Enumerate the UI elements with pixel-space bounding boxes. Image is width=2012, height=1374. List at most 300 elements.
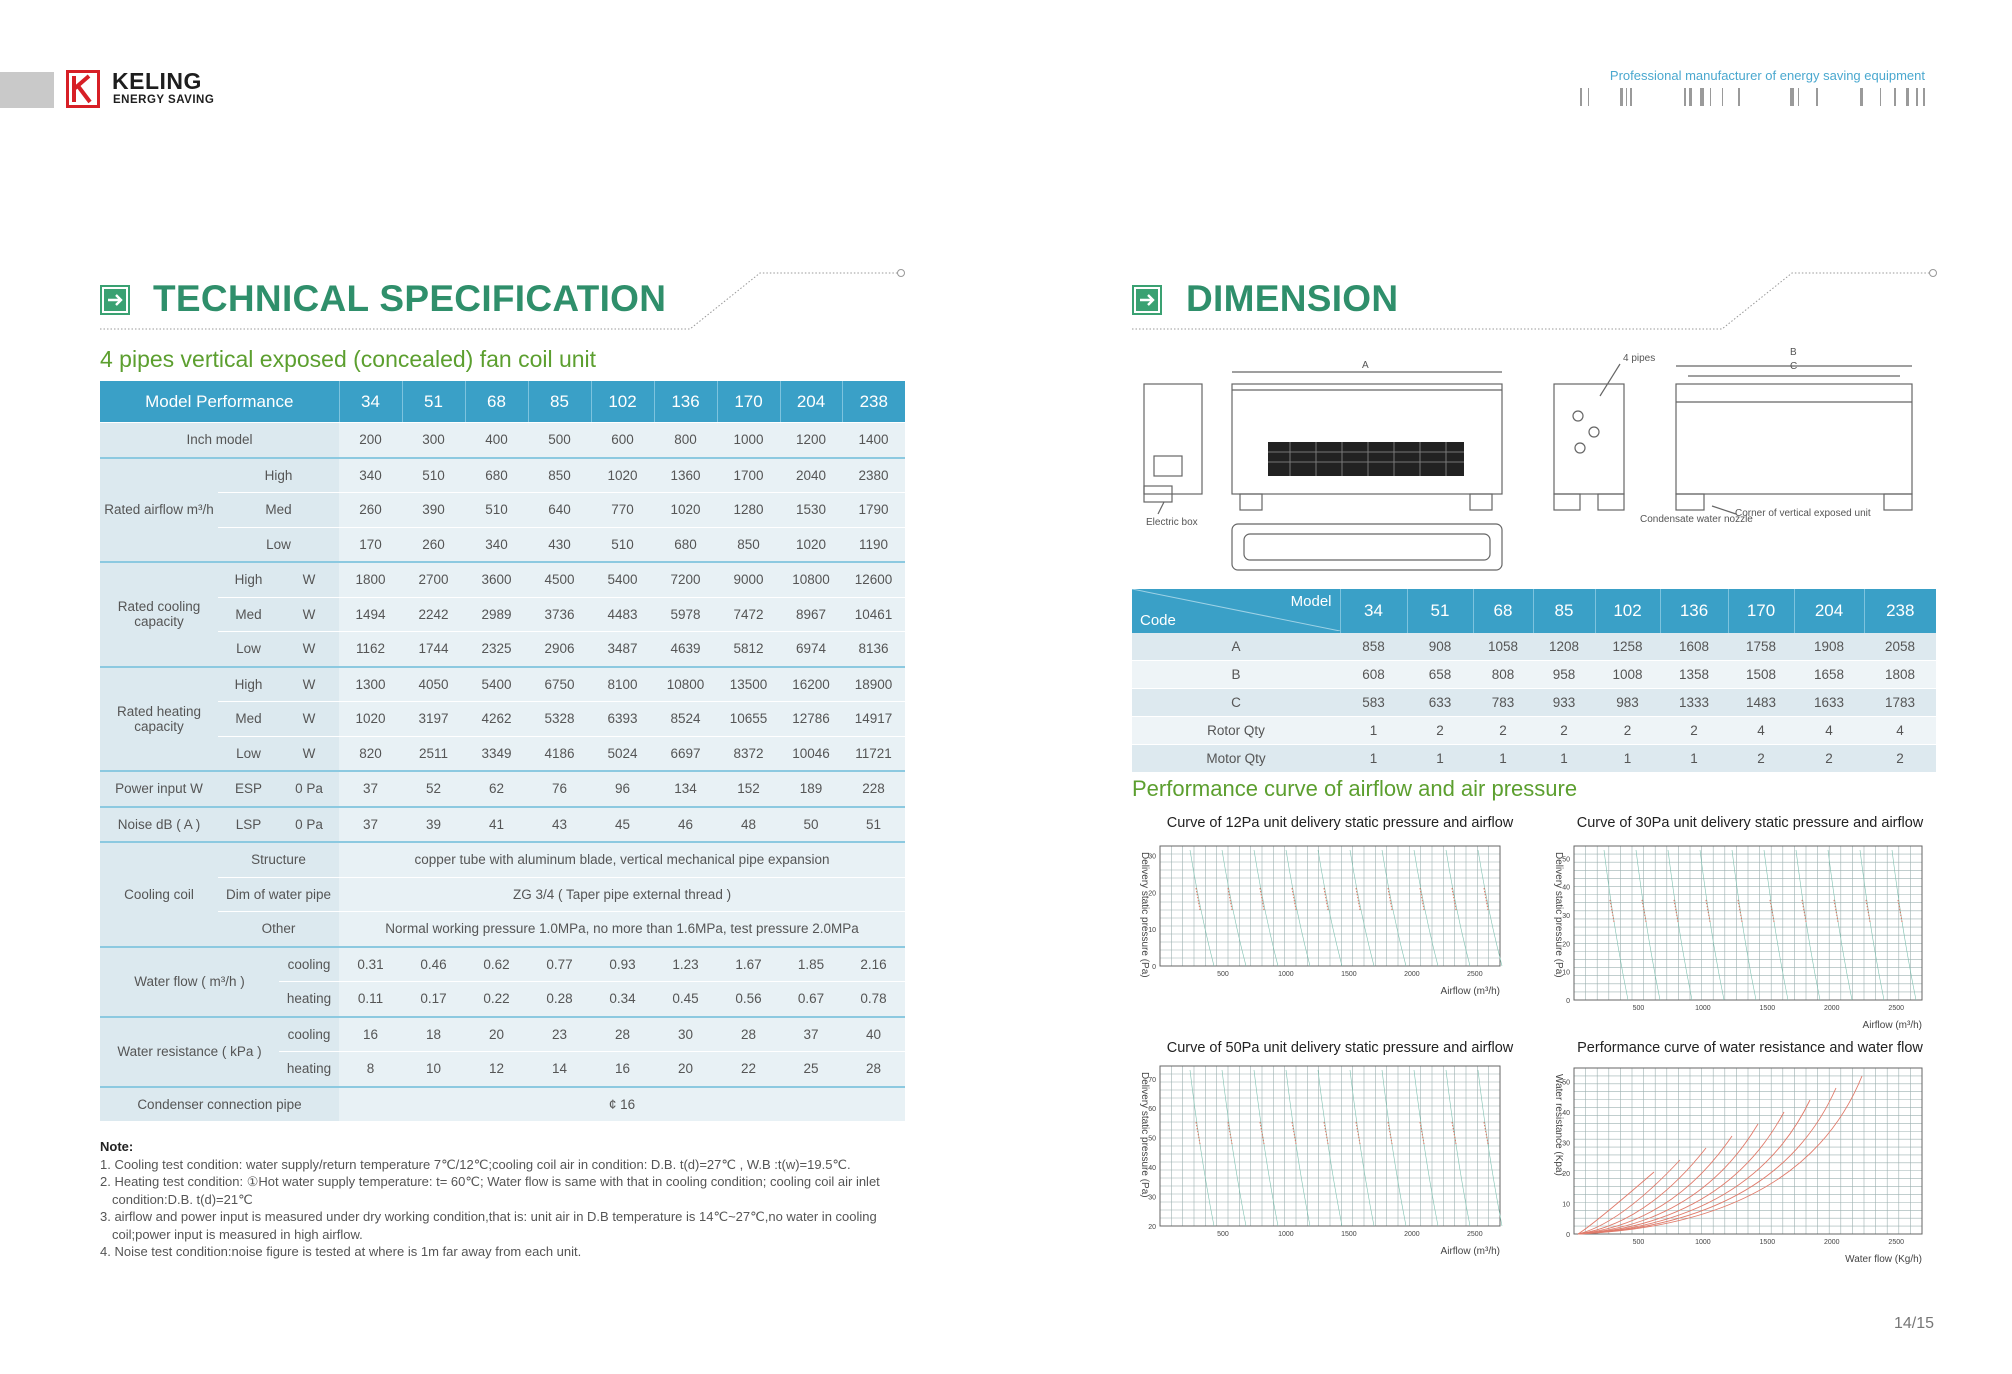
- model-header: 34: [1340, 589, 1407, 633]
- value-cell: 510: [402, 458, 465, 493]
- value-cell: 5978: [654, 597, 717, 632]
- value-cell: 2.16: [842, 947, 905, 982]
- value-cell: 12600: [842, 562, 905, 597]
- y-tick-label: 40: [1148, 1165, 1156, 1173]
- curve-line: [1828, 850, 1852, 1000]
- chart-12pa: [1132, 838, 1532, 1008]
- curve-line: [1700, 850, 1724, 1000]
- curve-line: [1254, 850, 1278, 966]
- value-cell: 1800: [339, 562, 402, 597]
- value-cell: 400: [465, 423, 528, 458]
- x-tick-label: 2500: [1888, 1239, 1905, 1246]
- value-cell: 1300: [339, 667, 402, 702]
- spec-row: [100, 597, 905, 632]
- dimension-table: [1132, 589, 1936, 773]
- tech-title-dotted-line: [100, 266, 910, 332]
- code-cell: C: [1132, 689, 1340, 717]
- curve-line: [1414, 1070, 1438, 1226]
- y-tick-label: 70: [1148, 1076, 1156, 1084]
- airflow-label: Rated airflow m³/h: [100, 458, 218, 563]
- value-cell: 10046: [780, 736, 842, 771]
- tech-subtitle: 4 pipes vertical exposed (concealed) fan coil unit: [100, 346, 597, 372]
- spec-row: [100, 493, 905, 528]
- curve-line: [1446, 1070, 1470, 1226]
- coil-attr-value: copper tube with aluminum blade, vertical mechanical pipe expansion: [339, 842, 905, 877]
- x-tick-label: 1500: [1341, 971, 1357, 978]
- value-cell: 3197: [402, 702, 465, 737]
- note-line: 3. airflow and power input is measured under dry working condition,that is: unit air in D.B temperature is 14℃~27℃,no water in cooling: [100, 1209, 877, 1224]
- coil-attr-label: Dim of water pipe: [218, 877, 339, 912]
- value-cell: 850: [528, 458, 591, 493]
- chart-title: Performance curve of water resistance and water flow: [1577, 1040, 1923, 1056]
- value-cell: 8524: [654, 702, 717, 737]
- value-cell: 2989: [465, 597, 528, 632]
- value-cell: 1208: [1533, 633, 1595, 661]
- value-cell: 260: [339, 493, 402, 528]
- value-cell: 4: [1794, 717, 1864, 745]
- barcode-decoration: [1580, 88, 1925, 106]
- value-cell: 0.17: [402, 982, 465, 1017]
- unit-label: W: [279, 667, 339, 702]
- value-cell: 25: [780, 1052, 842, 1087]
- power-input-label: Power input W: [100, 771, 218, 807]
- value-cell: 16: [591, 1052, 654, 1087]
- waterres-label: Water resistance ( kPa ): [100, 1017, 279, 1087]
- model-corner-label: Model: [1290, 593, 1332, 610]
- dimension-title: DIMENSION: [1186, 278, 1399, 319]
- mode-label: heating: [279, 1052, 339, 1087]
- unit-label: W: [279, 632, 339, 667]
- curve-line: [1222, 850, 1246, 966]
- x-axis-label: Water flow (Kg/h): [1845, 1254, 1922, 1265]
- x-tick-label: 500: [1632, 1005, 1645, 1012]
- value-cell: 1: [1533, 745, 1595, 773]
- curve-line: [1604, 850, 1628, 1000]
- value-cell: 10461: [842, 597, 905, 632]
- value-cell: 0.78: [842, 982, 905, 1017]
- spec-row: [100, 562, 905, 597]
- spec-row: [100, 1087, 905, 1122]
- spec-row: [100, 632, 905, 667]
- chart-water-resistance: [1548, 1062, 1948, 1272]
- value-cell: 1530: [780, 493, 842, 528]
- value-cell: 808: [1473, 661, 1533, 689]
- model-marker: [1228, 888, 1232, 910]
- curve-line: [1732, 850, 1756, 1000]
- value-cell: 2380: [842, 458, 905, 493]
- value-cell: 1058: [1473, 633, 1533, 661]
- y-tick-label: 20: [1148, 1224, 1156, 1231]
- value-cell: 1783: [1864, 689, 1936, 717]
- value-cell: 37: [339, 807, 402, 843]
- brand-name: KELING: [112, 68, 202, 94]
- model-marker: [1388, 1122, 1392, 1144]
- spec-row: [100, 667, 905, 702]
- value-cell: 1.23: [654, 947, 717, 982]
- value-cell: 8372: [717, 736, 780, 771]
- mode-label: heating: [279, 982, 339, 1017]
- level-label: Med: [218, 597, 279, 632]
- model-performance-header: Model Performance: [100, 381, 339, 423]
- value-cell: 40: [842, 1017, 905, 1052]
- value-cell: 680: [654, 527, 717, 562]
- value-cell: 2242: [402, 597, 465, 632]
- model-marker: [1356, 1122, 1360, 1144]
- brand-subtitle: ENERGY SAVING: [113, 94, 215, 106]
- value-cell: 1808: [1864, 661, 1936, 689]
- y-tick-label: 50: [1562, 856, 1570, 864]
- dim-label-b: B: [1790, 347, 1797, 358]
- value-cell: 3487: [591, 632, 654, 667]
- value-cell: 2: [1407, 717, 1473, 745]
- x-tick-label: 2000: [1823, 1239, 1840, 1246]
- value-cell: 2: [1533, 717, 1595, 745]
- x-tick-label: 1000: [1278, 971, 1294, 978]
- x-tick-label: 500: [1217, 971, 1229, 978]
- value-cell: 1: [1473, 745, 1533, 773]
- value-cell: 260: [402, 527, 465, 562]
- value-cell: 39: [402, 807, 465, 843]
- value-cell: 12: [465, 1052, 528, 1087]
- value-cell: 4639: [654, 632, 717, 667]
- value-cell: 16200: [780, 667, 842, 702]
- y-tick-label: 10: [1562, 1201, 1570, 1209]
- waterflow-label: Water flow ( m³/h ): [100, 947, 279, 1017]
- value-cell: 300: [402, 423, 465, 458]
- note-line: 1. Cooling test condition: water supply/return temperature 7℃/12℃;cooling coil air in condition: D.B. t(d)=27℃ , W.B :t(w)=19.5℃.: [100, 1156, 851, 1172]
- curve-line: [1222, 1070, 1246, 1226]
- model-header: 68: [465, 381, 528, 423]
- value-cell: 4483: [591, 597, 654, 632]
- value-cell: 1790: [842, 493, 905, 528]
- value-cell: 8967: [780, 597, 842, 632]
- value-cell: 14917: [842, 702, 905, 737]
- value-cell: 20: [654, 1052, 717, 1087]
- value-cell: 3600: [465, 562, 528, 597]
- value-cell: 2: [1728, 745, 1794, 773]
- coil-attr-value: ZG 3/4 ( Taper pipe external thread ): [339, 877, 905, 912]
- model-marker: [1292, 1122, 1296, 1144]
- x-tick-label: 2500: [1467, 1231, 1483, 1238]
- value-cell: 134: [654, 771, 717, 807]
- value-cell: 10: [402, 1052, 465, 1087]
- curve-line: [1446, 850, 1470, 966]
- model-marker: [1292, 888, 1296, 910]
- y-tick-label: 40: [1562, 884, 1570, 892]
- model-marker: [1484, 1122, 1488, 1144]
- value-cell: 1: [1340, 745, 1407, 773]
- spec-row: [100, 527, 905, 562]
- code-cell: B: [1132, 661, 1340, 689]
- curve-line: [1286, 1070, 1310, 1226]
- corner-label: Corner of vertical exposed unit: [1735, 508, 1871, 519]
- value-cell: 1258: [1595, 633, 1660, 661]
- value-cell: 4: [1864, 717, 1936, 745]
- value-cell: 510: [465, 493, 528, 528]
- value-cell: 14: [528, 1052, 591, 1087]
- value-cell: 3349: [465, 736, 528, 771]
- value-cell: 152: [717, 771, 780, 807]
- value-cell: 1.85: [780, 947, 842, 982]
- value-cell: 500: [528, 423, 591, 458]
- value-cell: 2058: [1864, 633, 1936, 661]
- y-axis-label: Delivery static pressure (Pa): [1139, 1072, 1150, 1198]
- value-cell: 2511: [402, 736, 465, 771]
- value-cell: 3736: [528, 597, 591, 632]
- value-cell: 6750: [528, 667, 591, 702]
- front-view-body: [1232, 384, 1502, 494]
- condition-label: 0 Pa: [279, 771, 339, 807]
- model-header: 102: [1595, 589, 1660, 633]
- level-label: High: [218, 458, 339, 493]
- value-cell: 23: [528, 1017, 591, 1052]
- coil-attr-label: Other: [218, 912, 339, 947]
- model-code-header: [1132, 589, 1340, 633]
- mode-label: cooling: [279, 1017, 339, 1052]
- curve-line: [1190, 850, 1214, 966]
- value-cell: 390: [402, 493, 465, 528]
- value-cell: 1020: [780, 527, 842, 562]
- curve-line: [1860, 850, 1884, 1000]
- value-cell: 2: [1473, 717, 1533, 745]
- condenser-label: Condenser connection pipe: [100, 1087, 339, 1122]
- value-cell: 4500: [528, 562, 591, 597]
- model-marker: [1324, 1122, 1328, 1144]
- value-cell: 1744: [402, 632, 465, 667]
- value-cell: 1190: [842, 527, 905, 562]
- code-cell: A: [1132, 633, 1340, 661]
- condenser-value: ¢ 16: [339, 1087, 905, 1122]
- y-tick-label: 50: [1148, 1135, 1156, 1143]
- x-tick-label: 1000: [1695, 1239, 1711, 1246]
- value-cell: 4262: [465, 702, 528, 737]
- value-cell: 430: [528, 527, 591, 562]
- value-cell: 958: [1533, 661, 1595, 689]
- model-header: 85: [528, 381, 591, 423]
- y-tick-label: 10: [1562, 969, 1570, 977]
- heating-capacity-label: Rated heating capacity: [100, 667, 218, 772]
- value-cell: 18: [402, 1017, 465, 1052]
- curve-line: [1382, 1070, 1406, 1226]
- value-cell: 820: [339, 736, 402, 771]
- x-tick-label: 2500: [1888, 1005, 1905, 1012]
- value-cell: 5400: [591, 562, 654, 597]
- spec-row: [100, 423, 905, 458]
- model-marker: [1196, 888, 1200, 910]
- value-cell: 46: [654, 807, 717, 843]
- value-cell: 1483: [1728, 689, 1794, 717]
- dim-label-a: A: [1362, 360, 1369, 371]
- value-cell: 170: [339, 527, 402, 562]
- chart-grid: [1574, 846, 1922, 1000]
- value-cell: 2: [1864, 745, 1936, 773]
- spec-row: [100, 736, 905, 771]
- model-header: 204: [1794, 589, 1864, 633]
- y-tick-label: 20: [1562, 1170, 1570, 1178]
- model-header: 85: [1533, 589, 1595, 633]
- value-cell: 0.11: [339, 982, 402, 1017]
- code-cell: Rotor Qty: [1132, 717, 1340, 745]
- curve-line: [1636, 850, 1660, 1000]
- value-cell: 2: [1595, 717, 1660, 745]
- dimension-row: [1132, 717, 1936, 745]
- value-cell: 11721: [842, 736, 905, 771]
- value-cell: 658: [1407, 661, 1473, 689]
- dimension-row: [1132, 633, 1936, 661]
- value-cell: 8136: [842, 632, 905, 667]
- y-tick-label: 0: [1566, 998, 1570, 1005]
- note-line: condition:D.B. t(d)=21℃: [112, 1191, 253, 1207]
- value-cell: 30: [654, 1017, 717, 1052]
- value-cell: 7200: [654, 562, 717, 597]
- value-cell: 2700: [402, 562, 465, 597]
- model-header: 102: [591, 381, 654, 423]
- value-cell: 41: [465, 807, 528, 843]
- value-cell: 1: [1660, 745, 1728, 773]
- sub-label: ESP: [218, 771, 279, 807]
- model-header: 238: [1864, 589, 1936, 633]
- cooling-coil-label: Cooling coil: [100, 842, 218, 947]
- model-header: 238: [842, 381, 905, 423]
- coil-attr-label: Structure: [218, 842, 339, 877]
- level-label: Med: [218, 493, 339, 528]
- spec-row: [100, 877, 905, 912]
- page-tab-marker: [0, 72, 54, 108]
- unit-label: W: [279, 597, 339, 632]
- sub-label: LSP: [218, 807, 279, 843]
- value-cell: 51: [842, 807, 905, 843]
- value-cell: 1000: [717, 423, 780, 458]
- y-tick-label: 20: [1148, 890, 1156, 898]
- unit-label: W: [279, 736, 339, 771]
- value-cell: 1020: [654, 493, 717, 528]
- model-header: 136: [654, 381, 717, 423]
- value-cell: 1908: [1794, 633, 1864, 661]
- value-cell: 1508: [1728, 661, 1794, 689]
- x-tick-label: 1000: [1278, 1231, 1294, 1238]
- value-cell: 633: [1407, 689, 1473, 717]
- value-cell: 62: [465, 771, 528, 807]
- performance-title: Performance curve of airflow and air pressure: [1132, 776, 1578, 801]
- x-tick-label: 500: [1217, 1231, 1229, 1238]
- value-cell: 783: [1473, 689, 1533, 717]
- value-cell: 16: [339, 1017, 402, 1052]
- value-cell: 10800: [654, 667, 717, 702]
- value-cell: 2325: [465, 632, 528, 667]
- value-cell: 4: [1728, 717, 1794, 745]
- tagline: Professional manufacturer of energy saving equipment: [1609, 68, 1925, 83]
- value-cell: 4186: [528, 736, 591, 771]
- value-cell: 228: [842, 771, 905, 807]
- chart-title: Curve of 30Pa unit delivery static pressure and airflow: [1576, 815, 1924, 831]
- model-marker: [1196, 1122, 1200, 1144]
- chart-title: Curve of 50Pa unit delivery static pressure and airflow: [1166, 1040, 1514, 1056]
- spec-table: [100, 381, 905, 1122]
- dimension-header-row: [1132, 589, 1936, 633]
- x-tick-label: 1500: [1759, 1005, 1776, 1012]
- value-cell: 908: [1407, 633, 1473, 661]
- value-cell: 0.22: [465, 982, 528, 1017]
- value-cell: 640: [528, 493, 591, 528]
- value-cell: 1280: [717, 493, 780, 528]
- x-tick-label: 1500: [1759, 1239, 1776, 1246]
- level-label: High: [218, 562, 279, 597]
- value-cell: 0.45: [654, 982, 717, 1017]
- value-cell: 0.77: [528, 947, 591, 982]
- y-tick-label: 50: [1562, 1079, 1570, 1087]
- resistance-curve: [1578, 1172, 1654, 1234]
- spec-row: [100, 912, 905, 947]
- value-cell: 983: [1595, 689, 1660, 717]
- model-marker: [1324, 888, 1328, 910]
- level-label: Low: [218, 527, 339, 562]
- value-cell: 340: [339, 458, 402, 493]
- condensate-label: Condensate water nozzle: [1640, 514, 1753, 525]
- value-cell: 5024: [591, 736, 654, 771]
- x-axis-label: Airflow (m³/h): [1440, 986, 1500, 997]
- value-cell: 1: [1407, 745, 1473, 773]
- chart-title: Curve of 12Pa unit delivery static pressure and airflow: [1166, 815, 1514, 831]
- value-cell: 200: [339, 423, 402, 458]
- curve-line: [1414, 850, 1438, 966]
- y-axis-label: Delivery static pressure (Pa): [1139, 852, 1150, 978]
- value-cell: 1200: [780, 423, 842, 458]
- spec-row: [100, 947, 905, 982]
- unit-label: W: [279, 702, 339, 737]
- value-cell: 4050: [402, 667, 465, 702]
- dimension-row: [1132, 745, 1936, 773]
- x-tick-label: 2000: [1823, 1005, 1840, 1012]
- model-header: 170: [717, 381, 780, 423]
- value-cell: 858: [1340, 633, 1407, 661]
- curve-line: [1668, 850, 1692, 1000]
- dimension-drawing: [1140, 344, 1940, 576]
- chart-grid: [1160, 846, 1500, 966]
- value-cell: 1: [1595, 745, 1660, 773]
- value-cell: 1700: [717, 458, 780, 493]
- value-cell: 7472: [717, 597, 780, 632]
- value-cell: 1400: [842, 423, 905, 458]
- value-cell: 1: [1340, 717, 1407, 745]
- value-cell: 1020: [339, 702, 402, 737]
- value-cell: 1.67: [717, 947, 780, 982]
- value-cell: 13500: [717, 667, 780, 702]
- chart-grid: [1160, 1066, 1500, 1226]
- value-cell: 850: [717, 527, 780, 562]
- value-cell: 6393: [591, 702, 654, 737]
- curve-line: [1478, 1070, 1502, 1226]
- value-cell: 10655: [717, 702, 780, 737]
- curve-line: [1892, 850, 1916, 1000]
- value-cell: 0.34: [591, 982, 654, 1017]
- value-cell: 22: [717, 1052, 780, 1087]
- value-cell: 608: [1340, 661, 1407, 689]
- value-cell: 6697: [654, 736, 717, 771]
- electric-box-label: Electric box: [1146, 517, 1198, 528]
- value-cell: 37: [780, 1017, 842, 1052]
- x-tick-label: 2500: [1467, 971, 1483, 978]
- four-pipes-label: 4 pipes: [1623, 353, 1656, 364]
- curve-line: [1382, 850, 1406, 966]
- page-number: 14/15: [1894, 1315, 1935, 1332]
- value-cell: 1758: [1728, 633, 1794, 661]
- chart-30pa: [1548, 838, 1948, 1033]
- value-cell: 1633: [1794, 689, 1864, 717]
- curve-line: [1478, 850, 1502, 966]
- value-cell: 583: [1340, 689, 1407, 717]
- unit-label: W: [279, 562, 339, 597]
- value-cell: 1658: [1794, 661, 1864, 689]
